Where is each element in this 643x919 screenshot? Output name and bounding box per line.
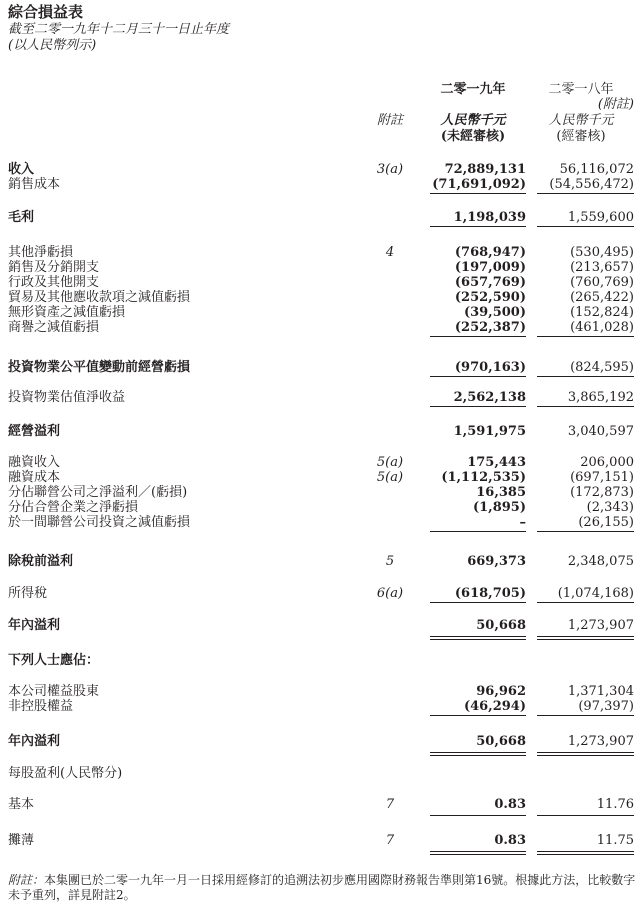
value-2018: (530,495) [570, 245, 634, 260]
footnote [8, 873, 636, 903]
footnote-label: 附註： [8, 873, 45, 887]
statement-row [0, 424, 643, 439]
value-2019: 669,373 [467, 554, 526, 569]
total-rule-line [430, 755, 526, 756]
row-label: 除稅前溢利 [8, 554, 74, 569]
row-label: 分佔合營企業之淨虧損 [8, 500, 139, 515]
statement-row [0, 734, 643, 749]
column-note-header: 附註 [376, 113, 403, 128]
value-2019: 50,668 [476, 618, 526, 633]
column-2018-unit: 人民幣千元 [548, 113, 614, 128]
total-rule-line [430, 193, 526, 194]
value-2018: 2,348,075 [567, 554, 634, 569]
row-label: 貿易及其他應收款項之減值虧損 [8, 290, 191, 305]
statement-row [0, 245, 643, 260]
total-rule-line [537, 336, 634, 337]
statement-row [0, 586, 643, 601]
value-2018: (172,873) [570, 485, 634, 500]
total-rule-line [537, 755, 634, 756]
row-note: 4 [385, 245, 395, 260]
total-rule-line [537, 376, 634, 377]
row-label: 本公司權益股東 [8, 684, 100, 699]
statement-row [0, 320, 643, 335]
statement-row [0, 162, 643, 177]
value-2018: (26,155) [578, 515, 634, 530]
value-2019: (71,691,092) [432, 177, 526, 192]
total-rule-line [537, 531, 634, 532]
statement-title: 綜合損益表 [8, 3, 84, 21]
statement-row [0, 210, 643, 225]
total-rule-line [537, 226, 634, 227]
row-note: 5(a) [376, 455, 404, 470]
statement-row [0, 618, 643, 633]
row-label: 銷售成本 [8, 177, 61, 192]
row-note: 7 [385, 797, 395, 812]
statement-row [0, 455, 643, 470]
total-rule-line [537, 406, 634, 407]
column-2018-note: (附註) [597, 97, 634, 112]
value-2019: (252,387) [454, 320, 526, 335]
value-2018: 206,000 [580, 455, 634, 470]
total-rule-line [430, 854, 526, 855]
value-2019: 1,198,039 [453, 210, 526, 225]
value-2018: 11.75 [596, 833, 634, 848]
row-label: 基本 [8, 797, 35, 812]
row-label: 於一間聯營公司投資之減值虧損 [8, 515, 191, 530]
total-rule-line [430, 602, 526, 603]
value-2019: 96,962 [476, 684, 526, 699]
row-label: 銷售及分銷開支 [8, 260, 100, 275]
total-rule-line [537, 715, 634, 716]
statement-row [0, 653, 643, 668]
column-2019-year: 二零一九年 [440, 82, 506, 97]
value-2018: 1,273,907 [567, 618, 634, 633]
value-2019: (1,112,535) [441, 470, 526, 485]
statement-row [0, 290, 643, 305]
row-note: 5(a) [376, 470, 404, 485]
value-2018: 11.76 [596, 797, 634, 812]
total-rule-line [537, 193, 634, 194]
total-rule-line [537, 636, 634, 637]
statement-row [0, 360, 643, 375]
value-2018: 3,865,192 [567, 390, 634, 405]
value-2019: (970,163) [454, 360, 526, 375]
total-rule-line [537, 752, 634, 753]
total-rule-line [430, 226, 526, 227]
total-rule-line [430, 336, 526, 337]
value-2019: (252,590) [454, 290, 526, 305]
total-rule-line [430, 815, 526, 816]
total-rule-line [537, 602, 634, 603]
value-2018: (461,028) [570, 320, 634, 335]
statement-row [0, 305, 643, 320]
row-note: 7 [385, 833, 395, 848]
value-2018: (213,657) [570, 260, 634, 275]
value-2019: 0.83 [494, 833, 526, 848]
value-2019: (46,294) [463, 699, 526, 714]
total-rule-line [537, 815, 634, 816]
statement-row [0, 470, 643, 485]
total-rule-line [430, 639, 526, 640]
statement-row [0, 797, 643, 812]
currency-note: (以人民幣列示) [8, 38, 97, 53]
value-2018: 1,273,907 [567, 734, 634, 749]
value-2018: 1,559,600 [567, 210, 634, 225]
row-label: 年內溢利 [8, 618, 61, 633]
total-rule-line [430, 531, 526, 532]
row-label: 行政及其他開支 [8, 275, 100, 290]
column-2018-year: 二零一八年 [548, 82, 614, 97]
row-label: 投資物業估值淨收益 [8, 390, 126, 405]
value-2018: (824,595) [570, 360, 634, 375]
value-2019: 16,385 [476, 485, 526, 500]
value-2019: 72,889,131 [444, 162, 526, 177]
value-2019: 0.83 [494, 797, 526, 812]
row-label: 其他淨虧損 [8, 245, 74, 260]
total-rule-line [537, 851, 634, 852]
value-2018: (2,343) [586, 500, 634, 515]
total-rule-line [430, 715, 526, 716]
total-rule-line [430, 376, 526, 377]
statement-row [0, 275, 643, 290]
row-label: 投資物業公平值變動前經營虧損 [8, 360, 191, 375]
value-2018: (265,422) [570, 290, 634, 305]
footnote-text: 本集團已於二零一九年一月一日採用經修訂的追溯法初步應用國際財務報告準則第16號。根據此方法，比較數字未予重列，詳見附註2。 [8, 873, 636, 902]
statement-row [0, 833, 643, 848]
row-label: 融資成本 [8, 470, 61, 485]
value-2019: (657,769) [454, 275, 526, 290]
value-2018: (1,074,168) [557, 586, 634, 601]
value-2019: – [519, 515, 526, 530]
statement-row [0, 515, 643, 530]
row-label: 下列人士應佔： [8, 653, 100, 668]
statement-row [0, 554, 643, 569]
total-rule-line [537, 639, 634, 640]
row-label: 經營溢利 [8, 424, 61, 439]
statement-row [0, 390, 643, 405]
statement-period: 截至二零一九年十二月三十一日止年度 [8, 22, 230, 37]
statement-row [0, 500, 643, 515]
value-2018: 3,040,597 [567, 424, 634, 439]
row-note: 3(a) [376, 162, 404, 177]
statement-row [0, 766, 643, 781]
value-2019: (39,500) [463, 305, 526, 320]
row-label: 毛利 [8, 210, 35, 225]
row-label: 無形資產之減值虧損 [8, 305, 126, 320]
total-rule-line [430, 636, 526, 637]
row-label: 年內溢利 [8, 734, 61, 749]
row-label: 攤薄 [8, 833, 35, 848]
row-label: 每股盈利(人民幣分) [8, 766, 123, 781]
value-2018: (152,824) [570, 305, 634, 320]
value-2018: 1,371,304 [567, 684, 634, 699]
total-rule-line [430, 406, 526, 407]
row-label: 非控股權益 [8, 699, 74, 714]
total-rule-line [430, 851, 526, 852]
value-2019: 50,668 [476, 734, 526, 749]
value-2019: (1,895) [472, 500, 526, 515]
column-2018-status: (經審核) [556, 129, 606, 144]
value-2019: 2,562,138 [453, 390, 526, 405]
value-2018: (697,151) [570, 470, 634, 485]
column-2019-unit: 人民幣千元 [440, 113, 506, 128]
value-2019: (197,009) [454, 260, 526, 275]
row-note: 5 [385, 554, 395, 569]
row-label: 所得稅 [8, 586, 48, 601]
statement-row [0, 260, 643, 275]
row-label: 分佔聯營公司之淨溢利／(虧損) [8, 485, 188, 500]
value-2019: (768,947) [454, 245, 526, 260]
row-note: 6(a) [376, 586, 404, 601]
total-rule-line [430, 752, 526, 753]
value-2019: (618,705) [454, 586, 526, 601]
value-2018: (760,769) [570, 275, 634, 290]
row-label: 收入 [8, 162, 35, 177]
statement-row [0, 485, 643, 500]
row-label: 融資收入 [8, 455, 61, 470]
column-2019-status: (未經審核) [440, 129, 506, 144]
value-2019: 175,443 [467, 455, 526, 470]
value-2018: (97,397) [578, 699, 634, 714]
statement-row [0, 699, 643, 714]
value-2018: 56,116,072 [559, 162, 634, 177]
row-label: 商譽之減值虧損 [8, 320, 100, 335]
value-2019: 1,591,975 [453, 424, 526, 439]
statement-row [0, 177, 643, 192]
total-rule-line [537, 854, 634, 855]
value-2018: (54,556,472) [549, 177, 634, 192]
statement-row [0, 684, 643, 699]
